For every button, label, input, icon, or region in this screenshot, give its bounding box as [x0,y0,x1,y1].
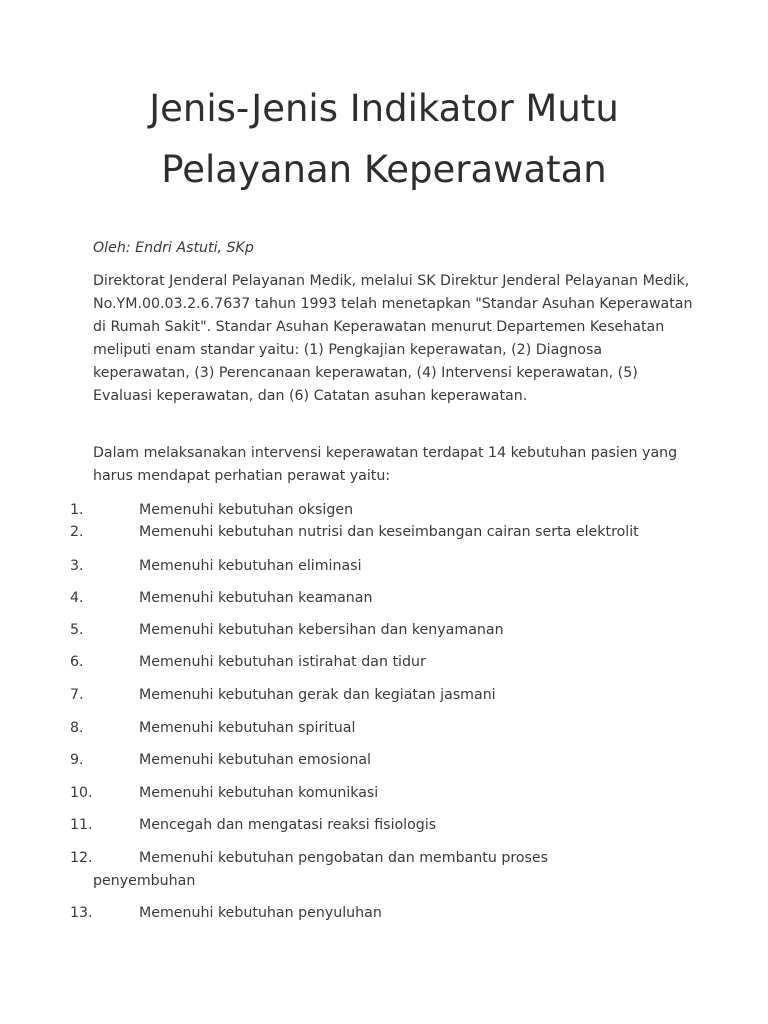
list-item-number: 12. [70,850,93,866]
list-item-number: 6. [70,654,84,670]
list-item-number: 7. [70,687,84,703]
list-item-text: Memenuhi kebutuhan kebersihan dan kenyamanan [139,622,504,638]
list-item-number: 5. [70,622,84,638]
list-item-text: Memenuhi kebutuhan spiritual [139,720,356,736]
page-title-line-1: Jenis-Jenis Indikator Mutu [149,87,619,130]
list-item-text: Memenuhi kebutuhan pengobatan dan membantu proses [139,850,549,866]
author-byline: Oleh: Endri Astuti, SKp [93,240,254,256]
list-item-text: Memenuhi kebutuhan keamanan [139,590,373,606]
list-item-number: 1. [70,502,84,518]
intro-paragraph: Direktorat Jenderal Pelayanan Medik, melalui SK Direktur Jenderal Pelayanan Medik, No.YM.00.03.2.6.7637 tahun 1993 telah menetapkan "Standar Asuhan Keperawatan di Rumah Sakit". Standar Asuhan Keperawatan menurut Departemen Kesehatan meliputi enam standar yaitu: (1) Pengkajian keperawatan, (2) Diagnosa keperawatan, (3) Perencanaan keperawatan, (4) Intervensi keperawatan, (5) Evaluasi keperawatan, dan (6) Catatan asuhan keperawatan. [93,273,693,404]
list-item-number: 10. [70,785,93,801]
list-item-text: Memenuhi kebutuhan nutrisi dan keseimbangan cairan serta elektrolit [139,524,639,540]
list-item-text: Memenuhi kebutuhan eliminasi [139,558,362,574]
list-item-text: Memenuhi kebutuhan oksigen [139,502,354,518]
list-item-text: Memenuhi kebutuhan penyuluhan [139,905,382,921]
needs-intro-paragraph: Dalam melaksanakan intervensi keperawatan terdapat 14 kebutuhan pasien yang harus mendapat perhatian perawat yaitu: [93,445,678,484]
list-item-number: 2. [70,524,84,540]
list-item-number: 13. [70,905,93,921]
list-item-number: 8. [70,720,84,736]
list-item-number: 11. [70,817,93,833]
list-item-continuation: penyembuhan [93,873,196,889]
list-item-number: 3. [70,558,84,574]
list-item-text: Memenuhi kebutuhan emosional [139,752,371,768]
list-item-text: Memenuhi kebutuhan gerak dan kegiatan jasmani [139,687,496,703]
list-item-number: 4. [70,590,84,606]
list-item-number: 9. [70,752,84,768]
list-item-text: Mencegah dan mengatasi reaksi fisiologis [139,817,437,833]
list-item-text: Memenuhi kebutuhan istirahat dan tidur [139,654,426,670]
list-item-text: Memenuhi kebutuhan komunikasi [139,785,379,801]
page-title-line-2: Pelayanan Keperawatan [161,148,607,191]
